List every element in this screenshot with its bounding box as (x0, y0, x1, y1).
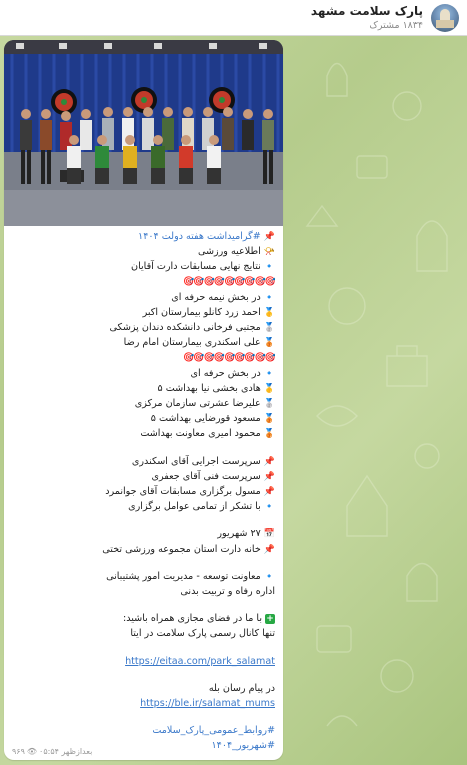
caption-line (10, 526, 275, 541)
avatar-base-shape (436, 20, 454, 28)
team-photo-illustration (4, 40, 283, 226)
line-spacer (10, 442, 275, 454)
caption-line (10, 484, 275, 499)
caption-line (10, 584, 275, 599)
caption-text: علیرضا عشرتی سازمان مرکزی (134, 398, 261, 410)
caption-line (10, 381, 275, 396)
caption-text: علی اسکندری بیمارستان امام رضا (123, 337, 261, 349)
caption-text: با تشکر از تمامی عوامل برگزاری (128, 501, 261, 513)
hashtag-link[interactable]: #شهریور_۱۴۰۴ (211, 740, 275, 752)
channel-avatar[interactable] (431, 4, 459, 32)
silver-medal-icon: 🥈 (263, 399, 275, 410)
pin-icon: 📌 (263, 456, 275, 467)
channel-post[interactable] (4, 40, 283, 760)
caption-line (10, 396, 275, 411)
blue-diamond-icon: 🔹 (263, 502, 275, 513)
message-meta (12, 747, 92, 756)
post-photo[interactable] (4, 40, 283, 226)
chat-header[interactable] (0, 0, 467, 36)
channel-title[interactable]: پارک سلامت مشهد (310, 4, 423, 18)
line-spacer (10, 642, 275, 654)
calendar-icon: 📅 (263, 529, 275, 540)
line-spacer (10, 557, 275, 569)
pin-icon: 📌 (263, 232, 275, 242)
dart-icons-row: 🎯🎯🎯🎯🎯🎯🎯🎯🎯 (183, 352, 275, 363)
caption-line (10, 229, 275, 244)
line-spacer (10, 514, 275, 526)
caption-line (10, 320, 275, 335)
caption-line (10, 611, 275, 626)
caption-text: محمود امیری معاونت بهداشت (140, 428, 261, 440)
blue-diamond-icon: 🔹 (263, 571, 275, 582)
pin-icon: 📌 (263, 544, 275, 555)
caption-text: تنها کانال رسمی پارک سلامت در ایتا (130, 628, 275, 640)
background-doodle-pattern (287, 36, 467, 765)
caption-line (10, 411, 275, 426)
caption-text: سرپرست فنی آقای جعفری (151, 470, 261, 482)
bronze-medal-icon: 🥉 (263, 429, 275, 440)
subscriber-count: ۱۸۳۴ مشترک (369, 20, 423, 31)
caption-line (10, 290, 275, 305)
caption-line (10, 654, 275, 669)
view-count: ۹۶۹ (12, 747, 25, 756)
bale-channel-link[interactable]: https://ble.ir/salamat_mums (140, 697, 275, 709)
caption-text: مجتبی فرخانی دانشکده دندان پزشکی (109, 322, 261, 334)
line-spacer (10, 599, 275, 611)
caption-text: در پیام رسان بله (208, 682, 275, 694)
caption-line (10, 569, 275, 584)
caption-text: در بخش نیمه حرفه ای (171, 291, 261, 303)
caption-line (10, 259, 275, 274)
gold-medal-icon: 🥇 (263, 383, 275, 394)
caption-line (10, 499, 275, 514)
caption-text: معاونت توسعه - مدیریت امور پشتیبانی (106, 570, 261, 582)
bronze-medal-icon: 🥉 (263, 338, 275, 349)
blue-diamond-icon: 🔹 (263, 292, 275, 303)
bronze-medal-icon: 🥉 (263, 414, 275, 425)
caption-text: مسول برگزاری مسابقات آقای جوانمرد (105, 486, 261, 497)
pin-icon: 📌 (263, 471, 275, 482)
gold-medal-icon: 🥇 (263, 307, 275, 318)
caption-text: ۲۷ شهریور (217, 528, 261, 540)
line-spacer (10, 669, 275, 681)
caption-text: خانه دارت استان مجموعه ورزشی تختی (102, 543, 261, 555)
dart-icons-row: 🎯🎯🎯🎯🎯🎯🎯🎯🎯 (183, 276, 275, 287)
plus-icon: + (266, 614, 274, 625)
caption-text: مسعود قورضایی بهداشت ۵ (150, 413, 261, 425)
caption-text: هادی بخشی نیا بهداشت ۵ (157, 382, 261, 394)
caption-line (10, 681, 275, 696)
post-caption (10, 229, 275, 753)
caption-line (10, 305, 275, 320)
caption-line (10, 366, 275, 381)
pin-icon: 📌 (263, 487, 275, 497)
message-time: ۰۵:۵۴ بعدازظهر (39, 747, 93, 756)
caption-line (10, 542, 275, 557)
caption-line (10, 696, 275, 711)
hashtag-link[interactable]: #گرامیداشت هفته دولت ۱۴۰۴ (138, 231, 261, 242)
caption-text: با ما در فضای مجازی همراه باشید: (123, 613, 262, 625)
blue-diamond-icon: 🔹 (263, 368, 275, 379)
caption-line (10, 469, 275, 484)
silver-medal-icon: 🥈 (263, 323, 275, 334)
caption-text: در بخش حرفه ای (190, 367, 261, 379)
caption-text: نتایج نهایی مسابقات دارت آقایان (131, 261, 261, 273)
caption-text: اطلاعیه ورزشی (198, 246, 261, 258)
eitaa-channel-link[interactable]: https://eitaa.com/park_salamat (125, 655, 275, 667)
caption-line (10, 626, 275, 641)
caption-line (10, 426, 275, 441)
caption-line (10, 335, 275, 350)
line-spacer (10, 711, 275, 723)
caption-line (10, 454, 275, 469)
caption-line (10, 723, 275, 738)
hashtag-link[interactable]: #روابط_عمومی_پارک_سلامت (152, 725, 275, 737)
eye-icon: 👁 (26, 747, 38, 756)
postal-horn-icon: 📯 (263, 247, 275, 258)
caption-text: احمد زرد کانلو بیمارستان اکبر (142, 306, 261, 318)
blue-diamond-icon: 🔹 (263, 262, 275, 273)
caption-text: سرپرست اجرایی آقای اسکندری (131, 455, 261, 467)
caption-line (10, 244, 275, 259)
caption-text: اداره رفاه و تربیت بدنی (180, 585, 275, 597)
